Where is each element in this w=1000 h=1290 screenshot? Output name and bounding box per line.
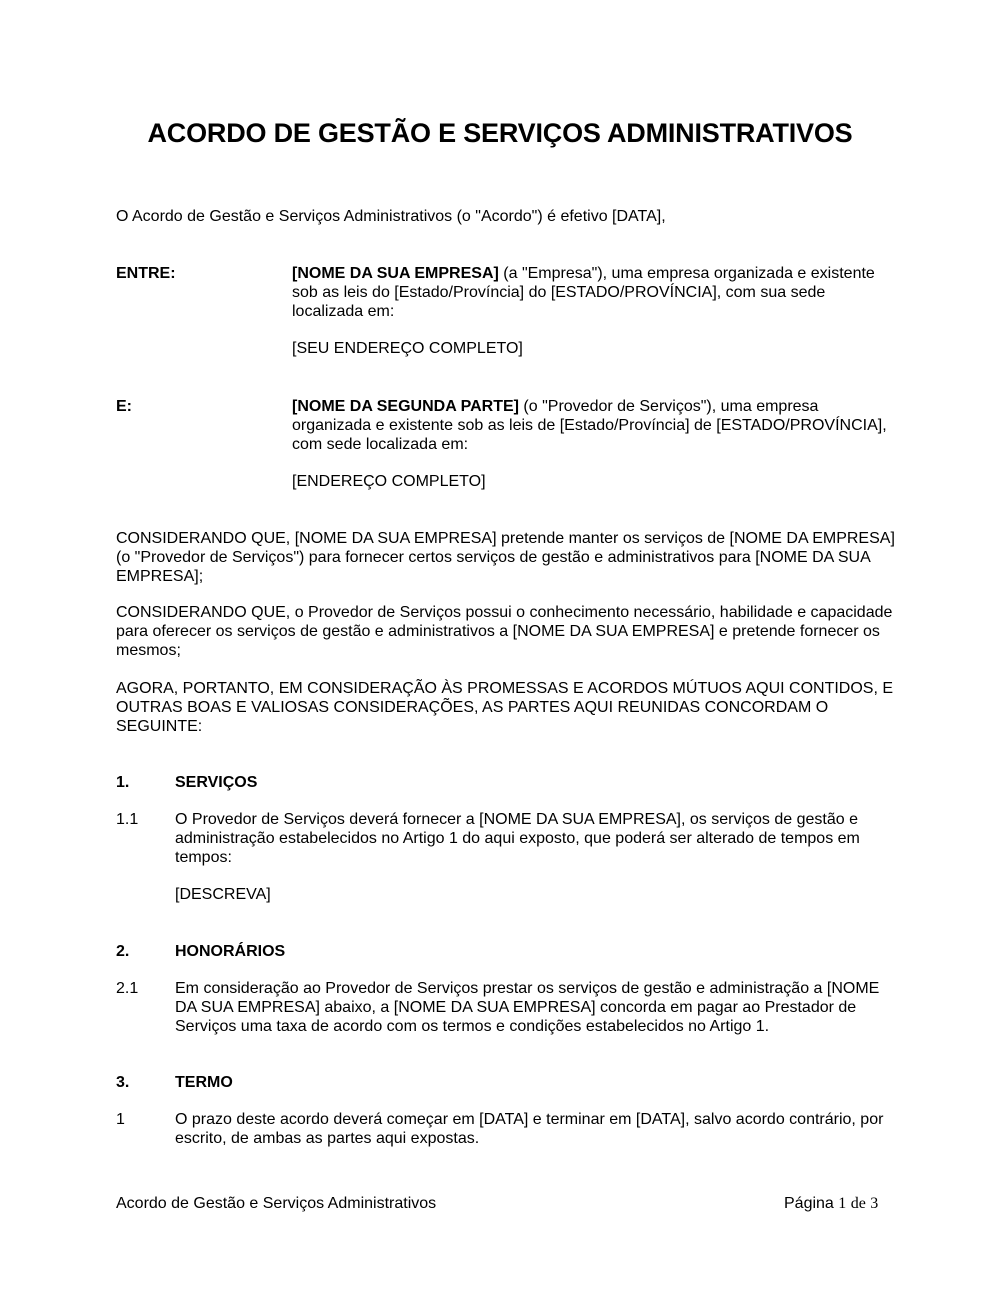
- clause-3-1-text: O prazo deste acordo deverá começar em [DATA] e terminar em [DATA], salvo acordo contrário, por escrito, de ambas as partes aqui expostas.: [175, 1111, 884, 1147]
- footer-document-title: Acordo de Gestão e Serviços Administrativos: [116, 1195, 437, 1212]
- recital-1: CONSIDERANDO QUE, [NOME DA SUA EMPRESA] pretende manter os serviços de [NOME DA EMPRESA] (o "Provedor de Serviços") para fornecer certos serviços de gestão e administrativos para [NOME DA SUA EMPRESA];: [116, 530, 895, 585]
- footer-page-number: [784, 1195, 878, 1213]
- party-1-name: [NOME DA SUA EMPRESA]: [292, 265, 499, 282]
- recital-2: CONSIDERANDO QUE, o Provedor de Serviços possui o conhecimento necessário, habilidade e capacidade para oferecer os serviços de gestão e administrativos a [NOME DA SUA EMPRESA] e pretende fornecer os mesmos;: [116, 604, 893, 659]
- party-label-e: E:: [116, 398, 132, 415]
- page-total: 3: [870, 1195, 879, 1212]
- page-of: de: [850, 1195, 866, 1212]
- section-1-number: 1.: [116, 774, 130, 791]
- clause-2-1-text: Em consideração ao Provedor de Serviços prestar os serviços de gestão e administração a [NOME DA SUA EMPRESA] abaixo, a [NOME DA SUA EMPRESA] concorda em pagar ao Prestador de Serviços uma taxa de acordo com os termos e condições estabelecidos no Artigo 1.: [175, 980, 880, 1035]
- clause-2-1-number: 2.1: [116, 980, 139, 997]
- party-2-description: [292, 397, 892, 454]
- party-1-address: [SEU ENDEREÇO COMPLETO]: [292, 340, 523, 357]
- section-2-number: 2.: [116, 943, 130, 960]
- section-1-heading: SERVIÇOS: [175, 774, 258, 791]
- clause-3-1-number: 1: [116, 1111, 125, 1128]
- party-label-entre: ENTRE:: [116, 265, 176, 282]
- page-current: 1: [838, 1195, 847, 1212]
- page-label: Página: [784, 1195, 834, 1212]
- clause-1-1-text: O Provedor de Serviços deverá fornecer a [NOME DA SUA EMPRESA], os serviços de gestão e administração estabelecidos no Artigo 1 do aqui exposto, que poderá ser alterado de tempos em tempos:: [175, 811, 860, 866]
- intro-paragraph: O Acordo de Gestão e Serviços Administrativos (o "Acordo") é efetivo [DATA],: [116, 208, 666, 225]
- party-1-text: (a "Empresa"), uma empresa organizada e existente sob as leis do [Estado/Província] do [ESTADO/PROVÍNCIA], com sua sede localizada em:: [292, 265, 875, 320]
- party-2-name: [NOME DA SEGUNDA PARTE]: [292, 398, 519, 415]
- clause-1-1-number: 1.1: [116, 811, 139, 828]
- party-2-text: (o "Provedor de Serviços"), uma empresa organizada e existente sob as leis de [Estado/Província] de [ESTADO/PROVÍNCIA], com sede localizada em:: [292, 398, 887, 453]
- recital-3: AGORA, PORTANTO, EM CONSIDERAÇÃO ÀS PROMESSAS E ACORDOS MÚTUOS AQUI CONTIDOS, E OUTRAS BOAS E VALIOSAS CONSIDERAÇÕES, AS PARTES AQUI REUNIDAS CONCORDAM O SEGUINTE:: [116, 680, 894, 735]
- party-2-address: [ENDEREÇO COMPLETO]: [292, 473, 486, 490]
- document-title: ACORDO DE GESTÃO E SERVIÇOS ADMINISTRATIVOS: [147, 118, 853, 148]
- section-2-heading: HONORÁRIOS: [175, 943, 286, 960]
- party-1-description: [292, 264, 892, 321]
- section-3-heading: TERMO: [175, 1074, 233, 1091]
- clause-1-1-describe: [DESCREVA]: [175, 886, 271, 903]
- section-3-number: 3.: [116, 1074, 130, 1091]
